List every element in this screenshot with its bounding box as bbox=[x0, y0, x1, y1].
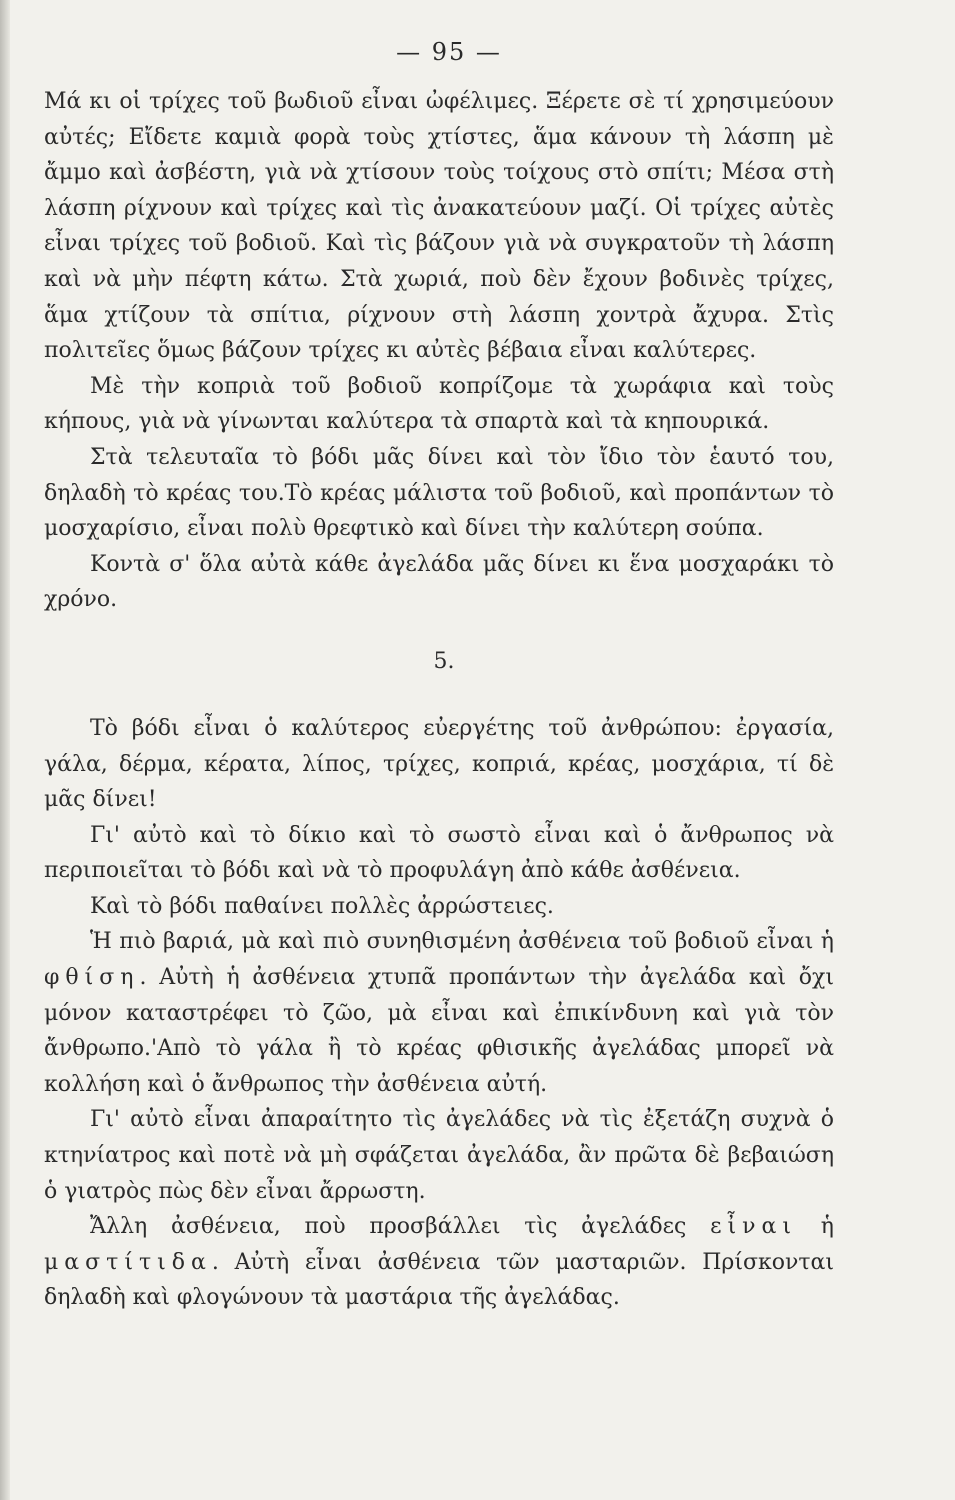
mastitis-text-after: . Αὐτὴ εἶναι ἀσθένεια τῶν μασταριῶν. Πρίσκονται δηλαδὴ καὶ φλογώνουν τὰ μαστάρια τῆς ἀγελάδας. bbox=[44, 1249, 834, 1311]
paragraph-manure: Μὲ τὴν κοπριὰ τοῦ βοδιοῦ κοπρίζομε τὰ χωράφια καὶ τοὺς κήπους, γιὰ νὰ γίνωνται καλύτερα τὰ σπαρτὰ καὶ τὰ κηπουρικά. bbox=[44, 373, 834, 435]
mastitis-text-before: Ἄλλη ἀσθένεια, ποὺ προσβάλλει τὶς ἀγελάδες bbox=[90, 1214, 711, 1240]
paragraph-hair: Μά κι οἱ τρίχες τοῦ βωδιοῦ εἶναι ὠφέλιμες. Ξέρετε σὲ τί χρησιμεύουν αὐτές; Εἴδετε καμιὰ φορὰ τοὺς χτίστες, ἅμα κάνουν τὴ λάσπη μὲ ἄμμο καὶ ἀσβέστη, γιὰ νὰ χτίσουν τοὺς τοίχους στὸ σπίτι; Μέσα στὴ λάσπη ρίχνουν καὶ τρίχες καὶ τὶς ἀνακατεύουν μαζί. Οἱ τρίχες αὐτὲς εἶναι τρίχες τοῦ βοδιοῦ. Καὶ τὶς βάζουν γιὰ νὰ συγκρατοῦν τὴ λάσπη καὶ νὰ μὴν πέφτη κάτω. Στὰ χωριά, ποὺ δὲν ἔχουν βοδινὲς τρίχες, ἅμα χτίζουν τὰ σπίτια, ρίχνουν στὴ λάσπη χοντρὰ ἄχυρα. Στὶς πολιτεῖες ὅμως βάζουν τρίχες κι αὐτὲς βέβαια εἶναι καλύτερες. bbox=[44, 89, 834, 364]
mastitis-term: μαστίτιδα bbox=[44, 1249, 212, 1275]
tuberculosis-term: φθίση bbox=[44, 965, 140, 991]
section-number: 5. bbox=[433, 648, 455, 674]
paragraph-veterinarian: Γι' αὐτὸ εἶναι ἀπαραίτητο τὶς ἀγελάδες νὰ τὶς ἐξετάζη συχνὰ ὁ κτηνίατρος καὶ ποτὲ νὰ μὴ σφάζεται ἀγελάδα, ἂν πρῶτα δὲ βεβαιώση ὁ γιατρὸς πὼς δὲν εἶναι ἄρρωστη. bbox=[44, 1107, 834, 1204]
mastitis-article: ἡ bbox=[797, 1214, 834, 1240]
mastitis-spaced-verb: εἶναι bbox=[710, 1214, 798, 1240]
page-left-edge bbox=[0, 0, 10, 1500]
paragraph-care: Γι' αὐτὸ καὶ τὸ δίκιο καὶ τὸ σωστὸ εἶναι καὶ ὁ ἄνθρωπος νὰ περιποιεῖται τὸ βόδι καὶ νὰ τὸ προφυλάγη ἀπὸ κάθε ἀσθένεια. bbox=[44, 822, 834, 884]
paragraph-calf: Κοντὰ σ' ὅλα αὐτὰ κάθε ἀγελάδα μᾶς δίνει κι ἕνα μοσχαράκι τὸ χρόνο. bbox=[44, 551, 834, 613]
paragraph-benefactor: Τὸ βόδι εἶναι ὁ καλύτερος εὐεργέτης τοῦ ἀνθρώπου: ἐργασία, γάλα, δέρμα, κέρατα, λίπος, τρίχες, κοπριά, κρέας, μοσχάρια, τί δὲ μᾶς δίνει! bbox=[44, 715, 834, 813]
tuberculosis-text-after: . Αὐτὴ ἡ ἀσθένεια χτυπᾶ προπάντων τὴν ἀγελάδα καὶ ὄχι μόνον καταστρέφει τὸ ζῶο, μὰ εἶναι καὶ ἐπικίνδυνη καὶ γιὰ τὸν ἄνθρωπο.'Απὸ τὸ γάλα ἢ τὸ κρέας φθισικῆς ἀγελάδας μπορεῖ νὰ κολλήση καὶ ὁ ἄνθρωπος τὴν ἀσθένεια αὐτή. bbox=[44, 965, 834, 1097]
paragraph-tuberculosis bbox=[44, 924, 834, 1102]
paragraph-mastitis bbox=[44, 1209, 834, 1316]
tuberculosis-text-before: Ἡ πιὸ βαριά, μὰ καὶ πιὸ συνηθισμένη ἀσθένεια τοῦ βοδιοῦ εἶναι ἡ bbox=[90, 929, 834, 955]
page-number: — 95 — bbox=[396, 38, 502, 66]
book-page bbox=[44, 38, 834, 1316]
paragraph-meat: Στὰ τελευταῖα τὸ βόδι μᾶς δίνει καὶ τὸν ἴδιο τὸν ἑαυτό του, δηλαδὴ τὸ κρέας του.Τὸ κρέας μάλιστα τοῦ βοδιοῦ, καὶ προπάντων τὸ μοσχαρίσιο, εἶναι πολὺ θρεφτικὸ καὶ δίνει τὴν καλύτερη σούπα. bbox=[44, 444, 834, 542]
paragraph-diseases: Καὶ τὸ βόδι παθαίνει πολλὲς ἀρρώστειες. bbox=[90, 893, 554, 919]
